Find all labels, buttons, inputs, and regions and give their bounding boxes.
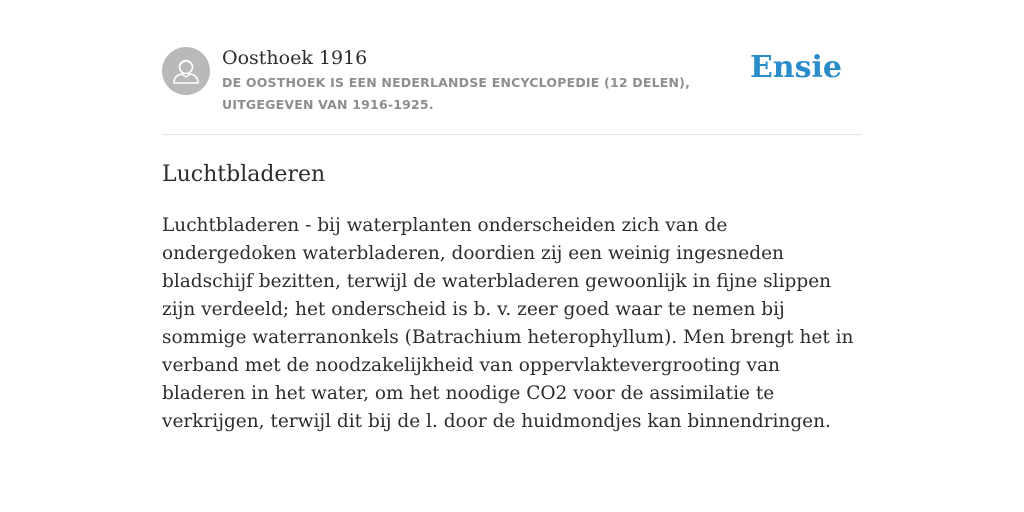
entry-card <box>162 0 862 432</box>
user-icon <box>162 47 210 95</box>
source-avatar[interactable] <box>162 47 210 95</box>
brand-logo[interactable]: Ensie <box>749 50 842 85</box>
source-header <box>162 0 862 135</box>
source-title[interactable]: Oosthoek 1916 <box>222 47 368 69</box>
entry-body: Luchtbladeren - bij waterplanten onderscheiden zich van de ondergedoken waterbladeren, doordien zij een weinig ingesneden bladschijf bezitten, terwijl de waterbladeren gewoonlijk in fijne slippen zijn verdeeld; het onderscheid is b. v. zeer goed waar te nemen bij sommige waterranonkels (Batrachium heterophyllum). Men brengt het in verband met de noodzakelijkheid van oppervlaktevergrooting van bladeren in het water, om het noodige CO2 voor de assimilatie te verkrijgen, terwijl dit bij de l. door de huidmondjes kan binnendringen. <box>162 215 854 432</box>
source-description: DE OOSTHOEK IS EEN NEDERLANDSE ENCYCLOPEDIE (12 DELEN), UITGEGEVEN VAN 1916-1925. <box>222 75 691 112</box>
source-info <box>222 44 762 116</box>
entry-title: Luchtbladeren <box>162 162 326 187</box>
